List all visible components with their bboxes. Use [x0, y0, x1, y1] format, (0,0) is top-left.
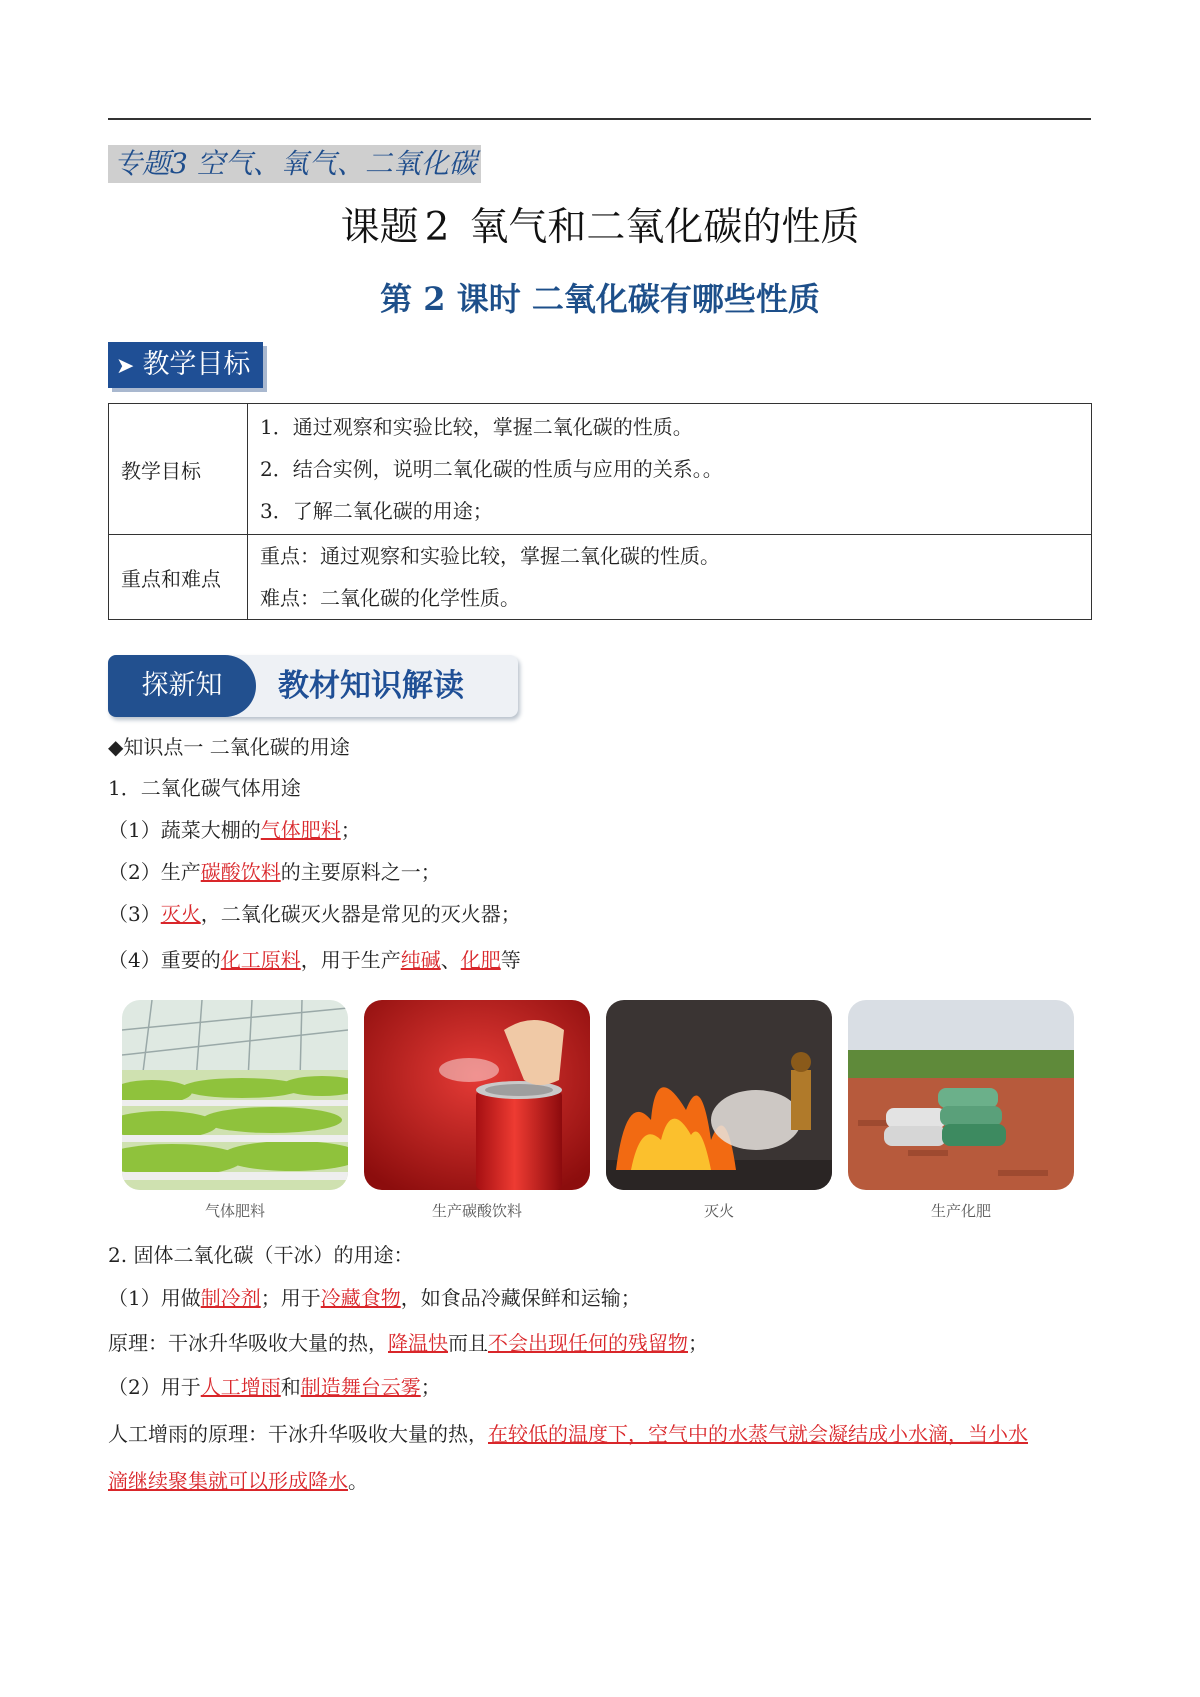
dry-ice-item-1 [108, 1283, 641, 1313]
key-item: 难点：二氧化碳的化学性质。 [260, 586, 520, 610]
dry-ice-principle-2-line1 [108, 1419, 1028, 1449]
text: （3） [108, 902, 161, 926]
goal-badge [108, 342, 263, 388]
text: ；用于 [260, 1286, 321, 1310]
table-cell-head: 重点和难点 [109, 535, 248, 620]
table-row [109, 535, 1092, 620]
image-caption: 生产化肥 [930, 1202, 991, 1220]
soda-can-image [364, 1000, 590, 1190]
dry-ice-principle-1 [108, 1328, 708, 1358]
gas-use-item-2 [108, 857, 441, 887]
goal-item: 1．通过观察和实验比较，掌握二氧化碳的性质。 [260, 415, 693, 439]
fertilizer-image [848, 1000, 1074, 1190]
section-banner [108, 655, 518, 717]
answer-text: 气体肥料 [260, 818, 341, 842]
title-prefix: 课题 [340, 205, 419, 250]
answer-text: 不会出现任何的残留物 [488, 1331, 688, 1355]
section-banner-right: 教材知识解读 [278, 668, 464, 704]
image-caption: 气体肥料 [204, 1202, 265, 1220]
table-cell-body [248, 404, 1092, 535]
goal-badge-label: 教学目标 [142, 349, 251, 380]
answer-text: 在较低的温度下，空气中的水蒸气就会凝结成小水滴，当小水 [488, 1422, 1028, 1446]
text: （4）重要的 [108, 948, 221, 972]
answer-text: 人工增雨 [200, 1375, 281, 1399]
answer-text: 灭火 [160, 902, 201, 926]
image-caption: 生产碳酸饮料 [431, 1202, 522, 1220]
fire-image [606, 1000, 832, 1190]
greenhouse-image [122, 1000, 348, 1190]
answer-text: 化肥 [460, 948, 501, 972]
table-row [109, 404, 1092, 535]
gas-use-item-3 [108, 899, 521, 929]
title-text: 氧气和二氧化碳的性质 [469, 205, 860, 250]
answer-text: 碳酸饮料 [200, 860, 281, 884]
dry-ice-heading: 2. 固体二氧化碳（干冰）的用途： [108, 1243, 414, 1267]
text: 。 [348, 1469, 368, 1493]
table-cell-body [248, 535, 1092, 620]
section-banner-left: 探新知 [108, 655, 256, 717]
dry-ice-principle-2-line2 [108, 1466, 368, 1496]
answer-text: 化工原料 [220, 948, 301, 972]
text: 等 [500, 948, 521, 972]
text: ，用于生产 [300, 948, 401, 972]
text: （2）生产 [108, 860, 201, 884]
answer-text: 滴继续聚集就可以形成降水 [108, 1469, 348, 1493]
gas-use-item-1 [108, 815, 361, 845]
topic-label: 专题3 空气、氧气、二氧化碳 [108, 145, 481, 183]
image-caption: 灭火 [703, 1202, 734, 1220]
text: 人工增雨的原理：干冰升华吸收大量的热， [108, 1422, 488, 1446]
text: ； [688, 1331, 708, 1355]
text: ； [420, 1375, 441, 1399]
gas-uses-heading: 1．二氧化碳气体用途 [108, 776, 301, 800]
arrow-right-icon: ➤ [116, 354, 135, 379]
answer-text: 制冷剂 [200, 1286, 261, 1310]
knowledge-point-heading: ◆知识点一 二氧化碳的用途 [108, 735, 350, 759]
text: ，二氧化碳灭火器是常见的灭火器； [200, 902, 521, 926]
answer-text: 冷藏食物 [320, 1286, 401, 1310]
text: 原理：干冰升华吸收大量的热， [108, 1331, 388, 1355]
text: （1）蔬菜大棚的 [108, 818, 261, 842]
answer-text: 纯碱 [400, 948, 441, 972]
goal-table [108, 403, 1092, 620]
key-item: 重点：通过观察和实验比较，掌握二氧化碳的性质。 [260, 544, 720, 568]
dry-ice-item-2 [108, 1372, 441, 1402]
lesson-subtitle: 第 2 课时 二氧化碳有哪些性质 [380, 280, 820, 318]
text: ，如食品冷藏保鲜和运输； [400, 1286, 641, 1310]
goal-item: 3．了解二氧化碳的用途； [260, 499, 493, 523]
answer-text: 制造舞台云雾 [300, 1375, 421, 1399]
header-rule [108, 118, 1091, 120]
goal-item: 2．结合实例，说明二氧化碳的性质与应用的关系。。 [260, 457, 723, 481]
text: （1）用做 [108, 1286, 201, 1310]
table-cell-head: 教学目标 [109, 404, 248, 535]
answer-text: 降温快 [388, 1331, 448, 1355]
page-title [0, 204, 1200, 252]
text: 而且 [448, 1331, 488, 1355]
gas-use-item-4 [108, 945, 521, 975]
text: 、 [440, 948, 461, 972]
title-number: 2 [424, 205, 450, 250]
text: 和 [280, 1375, 301, 1399]
text: （2）用于 [108, 1375, 201, 1399]
text: 的主要原料之一； [280, 860, 441, 884]
text: ； [340, 818, 361, 842]
